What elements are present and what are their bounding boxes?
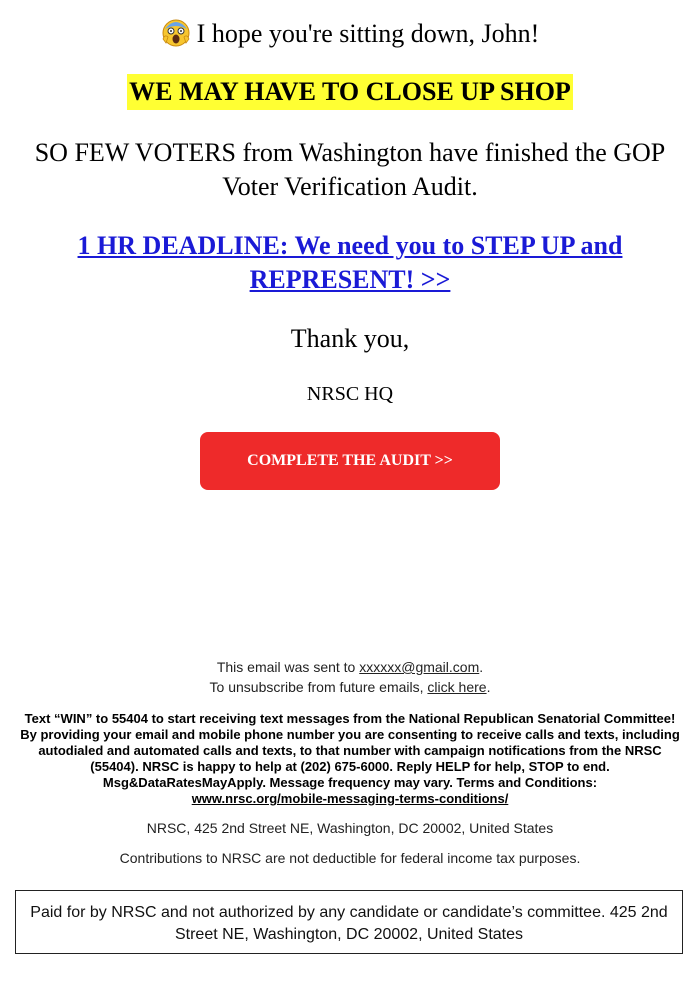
- greeting-text: I hope you're sitting down, John!: [196, 19, 540, 48]
- unsubscribe-link[interactable]: click here: [427, 679, 487, 695]
- headline: WE MAY HAVE TO CLOSE UP SHOP: [127, 74, 573, 110]
- sent-prefix: This email was sent to: [216, 659, 360, 675]
- contributions-notice: Contributions to NRSC are not deductible for federal income tax purposes.: [119, 850, 581, 866]
- terms-link[interactable]: www.nrsc.org/mobile-messaging-terms-conditions/: [191, 791, 509, 806]
- deadline-link-line1: 1 HR DEADLINE: We need you to STEP UP and: [77, 231, 623, 260]
- recipient-email-link[interactable]: xxxxxx@gmail.com: [359, 659, 480, 675]
- sms-text: Text “WIN” to 55404 to start receiving text messages from the National Republican Senatorial Committee! By providing your email and mobile phone number you are consenting to receive calls and texts, including autodialed and automated calls and texts, to that number with campaign notifications from the NRSC (55404). NRSC is happy to help at (202) 675-6000. Reply HELP for help, STOP to end. Msg&DataRatesMayApply. Message frequency may vary. Terms and Conditions:: [20, 711, 680, 790]
- deadline-link-line2: REPRESENT! >>: [249, 265, 451, 294]
- deadline-link[interactable]: [78, 231, 623, 294]
- body-paragraph: SO FEW VOTERS from Washington have finished the GOP Voter Verification Audit.: [34, 138, 666, 201]
- postal-address: NRSC, 425 2nd Street NE, Washington, DC 20002, United States: [146, 820, 554, 836]
- greeting: [0, 16, 700, 52]
- unsubscribe-suffix: .: [486, 679, 491, 695]
- screaming-face-icon: [161, 17, 191, 47]
- signature: NRSC HQ: [306, 383, 394, 405]
- footer-sent-info: [0, 657, 700, 697]
- deadline-link-block: [15, 229, 685, 297]
- complete-audit-button[interactable]: COMPLETE THE AUDIT >>: [200, 432, 500, 490]
- sent-suffix: .: [479, 659, 484, 675]
- thanks-text: Thank you,: [290, 324, 410, 353]
- paid-for-disclaimer: Paid for by NRSC and not authorized by any candidate or candidate’s committee. 425 2nd Street NE, Washington, DC 20002, United States: [15, 890, 683, 954]
- sms-disclaimer: [20, 711, 680, 807]
- unsubscribe-prefix: To unsubscribe from future emails,: [209, 679, 428, 695]
- headline-container: [0, 74, 700, 110]
